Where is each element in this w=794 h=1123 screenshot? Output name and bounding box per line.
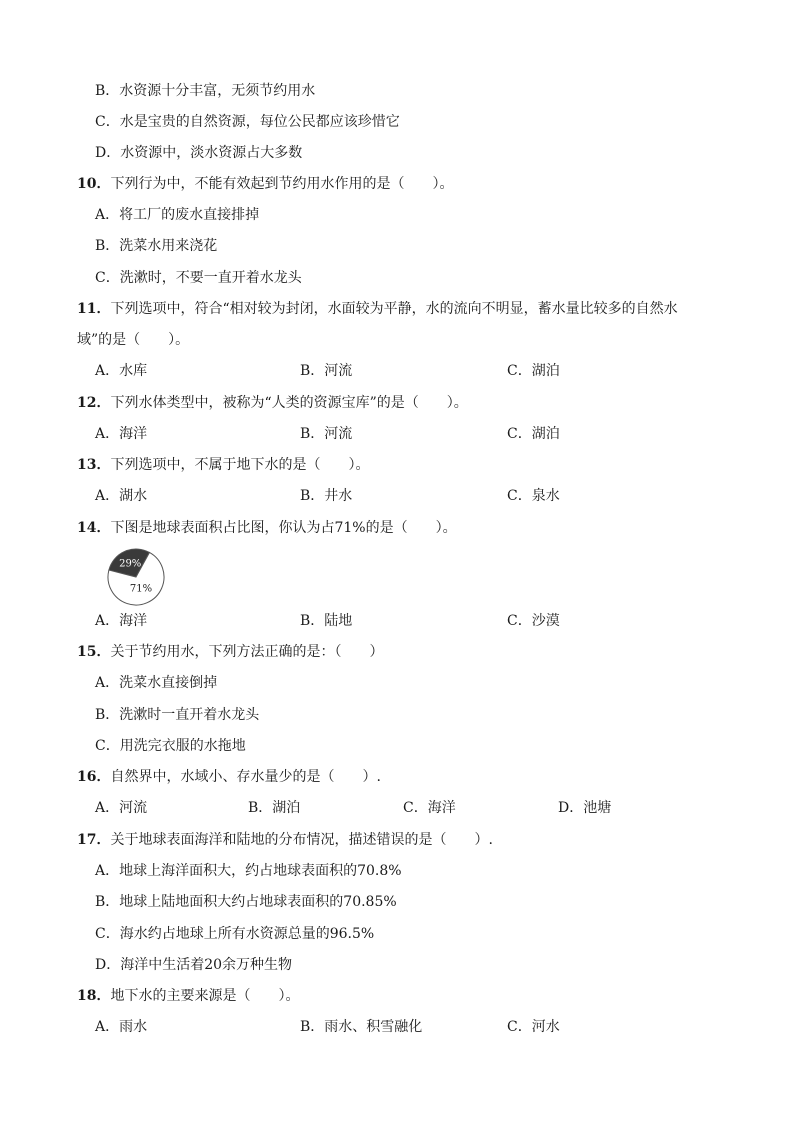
q18-option-c: C．河水 (507, 1019, 560, 1035)
q11-options (95, 361, 775, 381)
question-stem: 下列水体类型中，被称为“人类的资源宝库”的是（ ）。 (110, 395, 468, 411)
q11-option-b: B．河流 (300, 363, 353, 379)
q15-option-a: A．洗菜水直接倒掉 (95, 675, 218, 691)
question-stem: 下列选项中，符合“相对较为封闭，水面较为平静，水的流向不明显，蓄水量比较多的自然水 (110, 301, 678, 317)
question-13 (77, 455, 369, 475)
q14-option-b: B．陆地 (300, 613, 353, 629)
question-15 (77, 642, 383, 662)
q10-option-b: B．洗菜水用来浇花 (95, 238, 218, 254)
q17-option-a: A．地球上海洋面积大，约占地球表面积的70.8% (95, 863, 402, 879)
question-number: 10． (77, 176, 111, 192)
question-17 (77, 830, 493, 850)
question-number: 15． (77, 644, 111, 660)
q16-options (95, 798, 775, 818)
q10-option-c: C．洗漱时，不要一直开着水龙头 (95, 270, 302, 286)
question-12 (77, 393, 468, 413)
q14-options (95, 611, 775, 631)
q17-option-c: C．海水约占地球上所有水资源总量的96.5% (95, 926, 375, 942)
q12-option-b: B．河流 (300, 426, 353, 442)
question-number: 16． (77, 769, 111, 785)
question-stem: 下列行为中，不能有效起到节约用水作用的是（ ）。 (110, 176, 454, 192)
q16-option-b: B．湖泊 (248, 800, 301, 816)
q13-options (95, 486, 775, 506)
q18-option-b: B．雨水、积雪融化 (300, 1019, 423, 1035)
q15-option-c: C．用洗完衣服的水拖地 (95, 738, 246, 754)
question-11 (77, 299, 678, 319)
q16-option-a: A．河流 (95, 800, 148, 816)
q17-option-b: B．地球上陆地面积大约占地球表面积的70.85% (95, 894, 397, 910)
q18-option-a: A．雨水 (95, 1019, 148, 1035)
question-11-stem-cont: 域”的是（ ）。 (77, 332, 190, 348)
question-number: 17． (77, 832, 111, 848)
q12-options (95, 424, 775, 444)
option-b-prev: B．水资源十分丰富，无须节约用水 (95, 83, 316, 99)
question-stem: 关于地球表面海洋和陆地的分布情况，描述错误的是（ ）. (110, 832, 493, 848)
question-number: 13． (77, 457, 111, 473)
q13-option-a: A．湖水 (95, 488, 148, 504)
q18-options (95, 1017, 775, 1037)
q12-option-a: A．海洋 (95, 426, 148, 442)
q11-option-a: A．水库 (95, 363, 148, 379)
q14-option-c: C．沙漠 (507, 613, 560, 629)
question-stem: 关于节约用水，下列方法正确的是：（ ） (110, 644, 384, 660)
q13-option-c: C．泉水 (507, 488, 560, 504)
q10-option-a: A．将工厂的废水直接排掉 (95, 207, 260, 223)
question-number: 18． (77, 988, 111, 1004)
question-number: 11． (77, 301, 111, 317)
q14-option-a: A．海洋 (95, 613, 148, 629)
question-18 (77, 986, 299, 1006)
q13-option-b: B．井水 (300, 488, 353, 504)
q16-option-d: D．池塘 (558, 800, 612, 816)
q17-option-d: D．海洋中生活着20余万种生物 (95, 957, 293, 973)
option-c-prev: C．水是宝贵的自然资源，每位公民都应该珍惜它 (95, 114, 400, 130)
question-stem: 自然界中，水域小、存水量少的是（ ）. (110, 769, 381, 785)
q15-option-b: B．洗漱时一直开着水龙头 (95, 707, 260, 723)
q16-option-c: C．海洋 (403, 800, 456, 816)
option-d-prev: D．水资源中，淡水资源占大多数 (95, 145, 303, 161)
pie-label-71: 71% (129, 583, 153, 595)
question-10 (77, 174, 453, 194)
question-stem: 地下水的主要来源是（ ）。 (110, 988, 300, 1004)
pie-label-29: 29% (119, 558, 142, 570)
question-stem: 下图是地球表面积占比图，你认为占71%的是（ ）。 (110, 520, 457, 536)
question-number: 12． (77, 395, 111, 411)
earth-surface-pie-chart (105, 546, 167, 608)
question-stem: 下列选项中，不属于地下水的是（ ）。 (110, 457, 370, 473)
question-14 (77, 518, 457, 538)
q12-option-c: C．湖泊 (507, 426, 560, 442)
question-16 (77, 767, 381, 787)
q11-option-c: C．湖泊 (507, 363, 560, 379)
question-number: 14． (77, 520, 111, 536)
